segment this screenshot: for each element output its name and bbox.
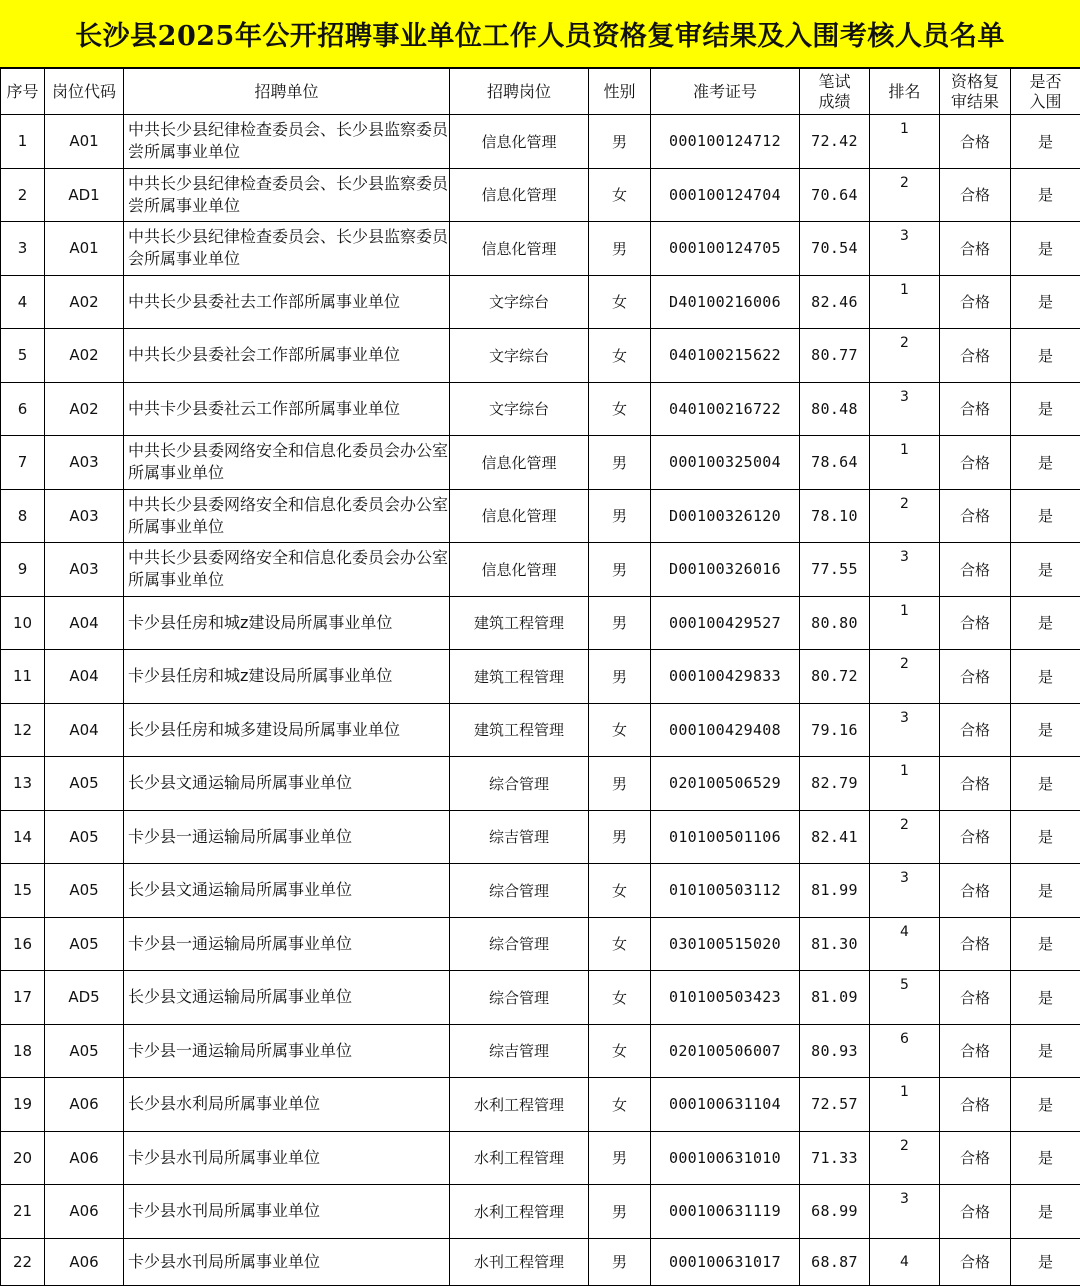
- cell-post: 信息化管理: [450, 222, 589, 276]
- cell-ticket: 020100506529: [651, 757, 800, 811]
- cell-gender: 男: [589, 543, 651, 597]
- cell-score: 68.87: [800, 1238, 870, 1286]
- cell-gender: 女: [589, 864, 651, 918]
- cell-ticket: 030100515020: [651, 917, 800, 971]
- cell-seq: 20: [1, 1131, 45, 1185]
- cell-rank: 1: [870, 275, 940, 329]
- cell-ticket: D00100326016: [651, 543, 800, 597]
- header-score-line2: 成绩: [818, 92, 850, 111]
- cell-enter: 是: [1011, 382, 1080, 436]
- cell-seq: 4: [1, 275, 45, 329]
- cell-unit: 卡少县水刊局所属事业单位: [124, 1238, 450, 1286]
- cell-unit: 长少县文通运输局所属事业单位: [124, 864, 450, 918]
- cell-rank: 2: [870, 168, 940, 222]
- cell-unit: 中共长少县纪律检查委员会、长少县监察委员会所属事业单位: [124, 222, 450, 276]
- cell-review: 合格: [940, 1024, 1011, 1078]
- cell-review: 合格: [940, 864, 1011, 918]
- cell-enter: 是: [1011, 1238, 1080, 1286]
- cell-rank: 1: [870, 1078, 940, 1132]
- table-row: [1, 1078, 1080, 1132]
- cell-gender: 男: [589, 1131, 651, 1185]
- cell-unit: 长少县文通运输局所属事业单位: [124, 971, 450, 1025]
- cell-enter: 是: [1011, 489, 1080, 543]
- cell-seq: 21: [1, 1185, 45, 1239]
- cell-post: 水刊工程管理: [450, 1238, 589, 1286]
- cell-rank: 3: [870, 864, 940, 918]
- cell-code: A04: [45, 703, 124, 757]
- cell-review: 合格: [940, 917, 1011, 971]
- cell-ticket: 000100631010: [651, 1131, 800, 1185]
- cell-enter: 是: [1011, 168, 1080, 222]
- cell-score: 79.16: [800, 703, 870, 757]
- table-row: [1, 864, 1080, 918]
- table-row: [1, 1238, 1080, 1286]
- cell-code: A05: [45, 864, 124, 918]
- cell-enter: 是: [1011, 115, 1080, 169]
- cell-ticket: 020100506007: [651, 1024, 800, 1078]
- cell-post: 综合管理: [450, 757, 589, 811]
- cell-seq: 5: [1, 329, 45, 383]
- cell-gender: 女: [589, 168, 651, 222]
- cell-rank: 2: [870, 1131, 940, 1185]
- header-score-line1: 笔试: [818, 72, 850, 91]
- cell-unit: 长少县任房和城多建设局所属事业单位: [124, 703, 450, 757]
- table-row: [1, 115, 1080, 169]
- cell-code: A03: [45, 436, 124, 490]
- cell-unit: 卡少县水刊局所属事业单位: [124, 1185, 450, 1239]
- cell-ticket: 000100325004: [651, 436, 800, 490]
- cell-gender: 男: [589, 650, 651, 704]
- table-row: [1, 436, 1080, 490]
- cell-ticket: 000100429833: [651, 650, 800, 704]
- cell-post: 信息化管理: [450, 436, 589, 490]
- cell-code: A05: [45, 917, 124, 971]
- cell-ticket: 000100631104: [651, 1078, 800, 1132]
- cell-enter: 是: [1011, 1185, 1080, 1239]
- cell-post: 水利工程管理: [450, 1131, 589, 1185]
- cell-review: 合格: [940, 810, 1011, 864]
- cell-score: 77.55: [800, 543, 870, 597]
- cell-rank: 5: [870, 971, 940, 1025]
- cell-ticket: 000100429527: [651, 596, 800, 650]
- cell-score: 81.09: [800, 971, 870, 1025]
- table-header: [1, 69, 1080, 115]
- table-row: [1, 810, 1080, 864]
- cell-seq: 3: [1, 222, 45, 276]
- table-row: [1, 757, 1080, 811]
- cell-rank: 4: [870, 917, 940, 971]
- cell-ticket: 010100503423: [651, 971, 800, 1025]
- table-row: [1, 917, 1080, 971]
- cell-rank: 3: [870, 382, 940, 436]
- cell-ticket: 000100124712: [651, 115, 800, 169]
- cell-unit: 卡少县任房和城z建设局所属事业单位: [124, 596, 450, 650]
- cell-gender: 男: [589, 596, 651, 650]
- cell-code: A06: [45, 1238, 124, 1286]
- cell-review: 合格: [940, 650, 1011, 704]
- cell-code: A04: [45, 650, 124, 704]
- cell-enter: 是: [1011, 757, 1080, 811]
- cell-rank: 2: [870, 489, 940, 543]
- cell-seq: 12: [1, 703, 45, 757]
- cell-seq: 8: [1, 489, 45, 543]
- cell-review: 合格: [940, 1185, 1011, 1239]
- cell-review: 合格: [940, 703, 1011, 757]
- cell-gender: 女: [589, 1024, 651, 1078]
- table-row: [1, 1185, 1080, 1239]
- cell-score: 80.77: [800, 329, 870, 383]
- cell-ticket: 010100501106: [651, 810, 800, 864]
- header-ticket: 准考证号: [651, 69, 800, 115]
- cell-unit: 卡少县一通运输局所属事业单位: [124, 1024, 450, 1078]
- cell-unit: 中共长少县纪律检查委员会、长少县监察委员尝所属事业单位: [124, 168, 450, 222]
- cell-unit: 中共长少县委社会工作部所属事业单位: [124, 329, 450, 383]
- cell-post: 综合管理: [450, 971, 589, 1025]
- cell-seq: 6: [1, 382, 45, 436]
- cell-review: 合格: [940, 1238, 1011, 1286]
- cell-post: 建筑工程管理: [450, 650, 589, 704]
- cell-score: 82.46: [800, 275, 870, 329]
- cell-unit: 卡少县任房和城z建设局所属事业单位: [124, 650, 450, 704]
- cell-seq: 9: [1, 543, 45, 597]
- cell-score: 82.79: [800, 757, 870, 811]
- cell-enter: 是: [1011, 436, 1080, 490]
- cell-post: 水利工程管理: [450, 1078, 589, 1132]
- cell-code: A06: [45, 1078, 124, 1132]
- cell-score: 80.93: [800, 1024, 870, 1078]
- cell-gender: 男: [589, 222, 651, 276]
- cell-score: 78.10: [800, 489, 870, 543]
- cell-code: AD1: [45, 168, 124, 222]
- cell-gender: 女: [589, 917, 651, 971]
- cell-unit: 长少县文通运输局所属事业单位: [124, 757, 450, 811]
- cell-code: A06: [45, 1131, 124, 1185]
- cell-code: A02: [45, 382, 124, 436]
- cell-review: 合格: [940, 596, 1011, 650]
- cell-unit: 长少县水利局所属事业单位: [124, 1078, 450, 1132]
- cell-rank: 2: [870, 650, 940, 704]
- cell-ticket: 000100124705: [651, 222, 800, 276]
- cell-review: 合格: [940, 382, 1011, 436]
- cell-rank: 2: [870, 329, 940, 383]
- cell-score: 80.72: [800, 650, 870, 704]
- cell-ticket: 000100631017: [651, 1238, 800, 1286]
- cell-ticket: D40100216006: [651, 275, 800, 329]
- cell-post: 综吉管理: [450, 1024, 589, 1078]
- page-title: 长沙县2025年公开招聘事业单位工作人员资格复审结果及入围考核人员名单: [0, 0, 1080, 68]
- header-code: 岗位代码: [45, 69, 124, 115]
- cell-review: 合格: [940, 543, 1011, 597]
- cell-seq: 19: [1, 1078, 45, 1132]
- cell-seq: 18: [1, 1024, 45, 1078]
- cell-gender: 男: [589, 489, 651, 543]
- cell-unit: 中共长少县委网络安全和信息化委员会办公室所属事业单位: [124, 489, 450, 543]
- cell-unit: 卡少县一通运输局所属事业单位: [124, 810, 450, 864]
- cell-enter: 是: [1011, 1024, 1080, 1078]
- cell-gender: 女: [589, 1078, 651, 1132]
- cell-code: A01: [45, 115, 124, 169]
- cell-ticket: 010100503112: [651, 864, 800, 918]
- cell-rank: 3: [870, 543, 940, 597]
- cell-seq: 15: [1, 864, 45, 918]
- cell-ticket: 000100631119: [651, 1185, 800, 1239]
- cell-score: 71.33: [800, 1131, 870, 1185]
- table-row: [1, 703, 1080, 757]
- cell-code: A04: [45, 596, 124, 650]
- cell-unit: 卡少县一通运输局所属事业单位: [124, 917, 450, 971]
- cell-score: 72.57: [800, 1078, 870, 1132]
- header-unit: 招聘单位: [124, 69, 450, 115]
- header-review-line2: 审结果: [951, 92, 999, 111]
- table-row: [1, 650, 1080, 704]
- header-rank: 排名: [870, 69, 940, 115]
- cell-rank: 3: [870, 1185, 940, 1239]
- cell-score: 70.54: [800, 222, 870, 276]
- cell-gender: 男: [589, 810, 651, 864]
- table-row: [1, 382, 1080, 436]
- table-body: [1, 115, 1080, 1286]
- cell-ticket: 000100124704: [651, 168, 800, 222]
- cell-enter: 是: [1011, 810, 1080, 864]
- cell-code: A02: [45, 275, 124, 329]
- cell-score: 70.64: [800, 168, 870, 222]
- cell-gender: 女: [589, 703, 651, 757]
- cell-seq: 22: [1, 1238, 45, 1286]
- table-row: [1, 168, 1080, 222]
- cell-post: 信息化管理: [450, 115, 589, 169]
- header-enter-line1: 是否: [1029, 72, 1061, 91]
- cell-review: 合格: [940, 115, 1011, 169]
- table-row: [1, 971, 1080, 1025]
- cell-unit: 中共长少县委社去工作部所属事业单位: [124, 275, 450, 329]
- cell-enter: 是: [1011, 596, 1080, 650]
- results-table: [0, 68, 1080, 1286]
- cell-post: 信息化管理: [450, 168, 589, 222]
- cell-post: 综合管理: [450, 864, 589, 918]
- cell-seq: 14: [1, 810, 45, 864]
- cell-score: 80.80: [800, 596, 870, 650]
- table-row: [1, 222, 1080, 276]
- cell-unit: 中共长少县委网络安全和信息化委员会办公室所属事业单位: [124, 543, 450, 597]
- cell-review: 合格: [940, 971, 1011, 1025]
- cell-score: 81.30: [800, 917, 870, 971]
- header-enter: [1011, 69, 1080, 115]
- cell-post: 信息化管理: [450, 543, 589, 597]
- cell-rank: 2: [870, 810, 940, 864]
- cell-review: 合格: [940, 436, 1011, 490]
- cell-code: A03: [45, 543, 124, 597]
- table-row: [1, 489, 1080, 543]
- cell-enter: 是: [1011, 1078, 1080, 1132]
- cell-gender: 男: [589, 1185, 651, 1239]
- cell-seq: 17: [1, 971, 45, 1025]
- cell-unit: 中共卡少县委社云工作部所属事业单位: [124, 382, 450, 436]
- cell-gender: 男: [589, 115, 651, 169]
- table-row: [1, 543, 1080, 597]
- cell-code: A02: [45, 329, 124, 383]
- cell-score: 78.64: [800, 436, 870, 490]
- cell-score: 80.48: [800, 382, 870, 436]
- cell-unit: 中共长少县纪律检查委员会、长少县监察委员尝所属事业单位: [124, 115, 450, 169]
- cell-post: 信息化管理: [450, 489, 589, 543]
- cell-enter: 是: [1011, 329, 1080, 383]
- cell-score: 81.99: [800, 864, 870, 918]
- header-enter-line2: 入围: [1029, 92, 1061, 111]
- cell-ticket: D00100326120: [651, 489, 800, 543]
- cell-gender: 女: [589, 275, 651, 329]
- cell-rank: 3: [870, 222, 940, 276]
- header-seq: 序号: [1, 69, 45, 115]
- cell-enter: 是: [1011, 971, 1080, 1025]
- cell-seq: 10: [1, 596, 45, 650]
- cell-rank: 6: [870, 1024, 940, 1078]
- cell-code: A05: [45, 757, 124, 811]
- table-row: [1, 1131, 1080, 1185]
- cell-enter: 是: [1011, 703, 1080, 757]
- cell-review: 合格: [940, 1131, 1011, 1185]
- cell-post: 文字综台: [450, 275, 589, 329]
- cell-review: 合格: [940, 168, 1011, 222]
- table-row: [1, 329, 1080, 383]
- cell-rank: 1: [870, 596, 940, 650]
- cell-gender: 男: [589, 757, 651, 811]
- cell-post: 综吉管理: [450, 810, 589, 864]
- cell-post: 建筑工程管理: [450, 596, 589, 650]
- cell-review: 合格: [940, 757, 1011, 811]
- cell-ticket: 000100429408: [651, 703, 800, 757]
- cell-review: 合格: [940, 222, 1011, 276]
- cell-gender: 女: [589, 329, 651, 383]
- header-gender: 性别: [589, 69, 651, 115]
- cell-post: 文字综台: [450, 329, 589, 383]
- cell-gender: 女: [589, 971, 651, 1025]
- header-score: [800, 69, 870, 115]
- cell-code: AD5: [45, 971, 124, 1025]
- cell-code: A06: [45, 1185, 124, 1239]
- table-row: [1, 1024, 1080, 1078]
- cell-enter: 是: [1011, 864, 1080, 918]
- table-row: [1, 596, 1080, 650]
- cell-seq: 7: [1, 436, 45, 490]
- cell-enter: 是: [1011, 917, 1080, 971]
- cell-gender: 男: [589, 1238, 651, 1286]
- cell-unit: 中共长少县委网络安全和信息化委员会办公室所属事业单位: [124, 436, 450, 490]
- cell-rank: 1: [870, 436, 940, 490]
- cell-unit: 卡少县水刊局所属事业单位: [124, 1131, 450, 1185]
- cell-ticket: 040100215622: [651, 329, 800, 383]
- cell-rank: 3: [870, 703, 940, 757]
- cell-review: 合格: [940, 1078, 1011, 1132]
- header-review: [940, 69, 1011, 115]
- cell-seq: 16: [1, 917, 45, 971]
- cell-enter: 是: [1011, 543, 1080, 597]
- cell-enter: 是: [1011, 275, 1080, 329]
- cell-rank: 4: [870, 1238, 940, 1286]
- cell-enter: 是: [1011, 650, 1080, 704]
- cell-score: 68.99: [800, 1185, 870, 1239]
- table-row: [1, 275, 1080, 329]
- cell-seq: 13: [1, 757, 45, 811]
- cell-post: 水利工程管理: [450, 1185, 589, 1239]
- cell-post: 建筑工程管理: [450, 703, 589, 757]
- cell-code: A01: [45, 222, 124, 276]
- cell-seq: 1: [1, 115, 45, 169]
- cell-seq: 2: [1, 168, 45, 222]
- cell-post: 文字综台: [450, 382, 589, 436]
- cell-code: A05: [45, 1024, 124, 1078]
- cell-review: 合格: [940, 329, 1011, 383]
- cell-seq: 11: [1, 650, 45, 704]
- cell-rank: 1: [870, 115, 940, 169]
- cell-enter: 是: [1011, 1131, 1080, 1185]
- cell-ticket: 040100216722: [651, 382, 800, 436]
- cell-gender: 女: [589, 382, 651, 436]
- cell-rank: 1: [870, 757, 940, 811]
- header-post: 招聘岗位: [450, 69, 589, 115]
- cell-review: 合格: [940, 275, 1011, 329]
- cell-score: 82.41: [800, 810, 870, 864]
- header-review-line1: 资格复: [951, 72, 999, 91]
- cell-code: A03: [45, 489, 124, 543]
- cell-gender: 男: [589, 436, 651, 490]
- cell-code: A05: [45, 810, 124, 864]
- cell-post: 综合管理: [450, 917, 589, 971]
- cell-enter: 是: [1011, 222, 1080, 276]
- cell-review: 合格: [940, 489, 1011, 543]
- cell-score: 72.42: [800, 115, 870, 169]
